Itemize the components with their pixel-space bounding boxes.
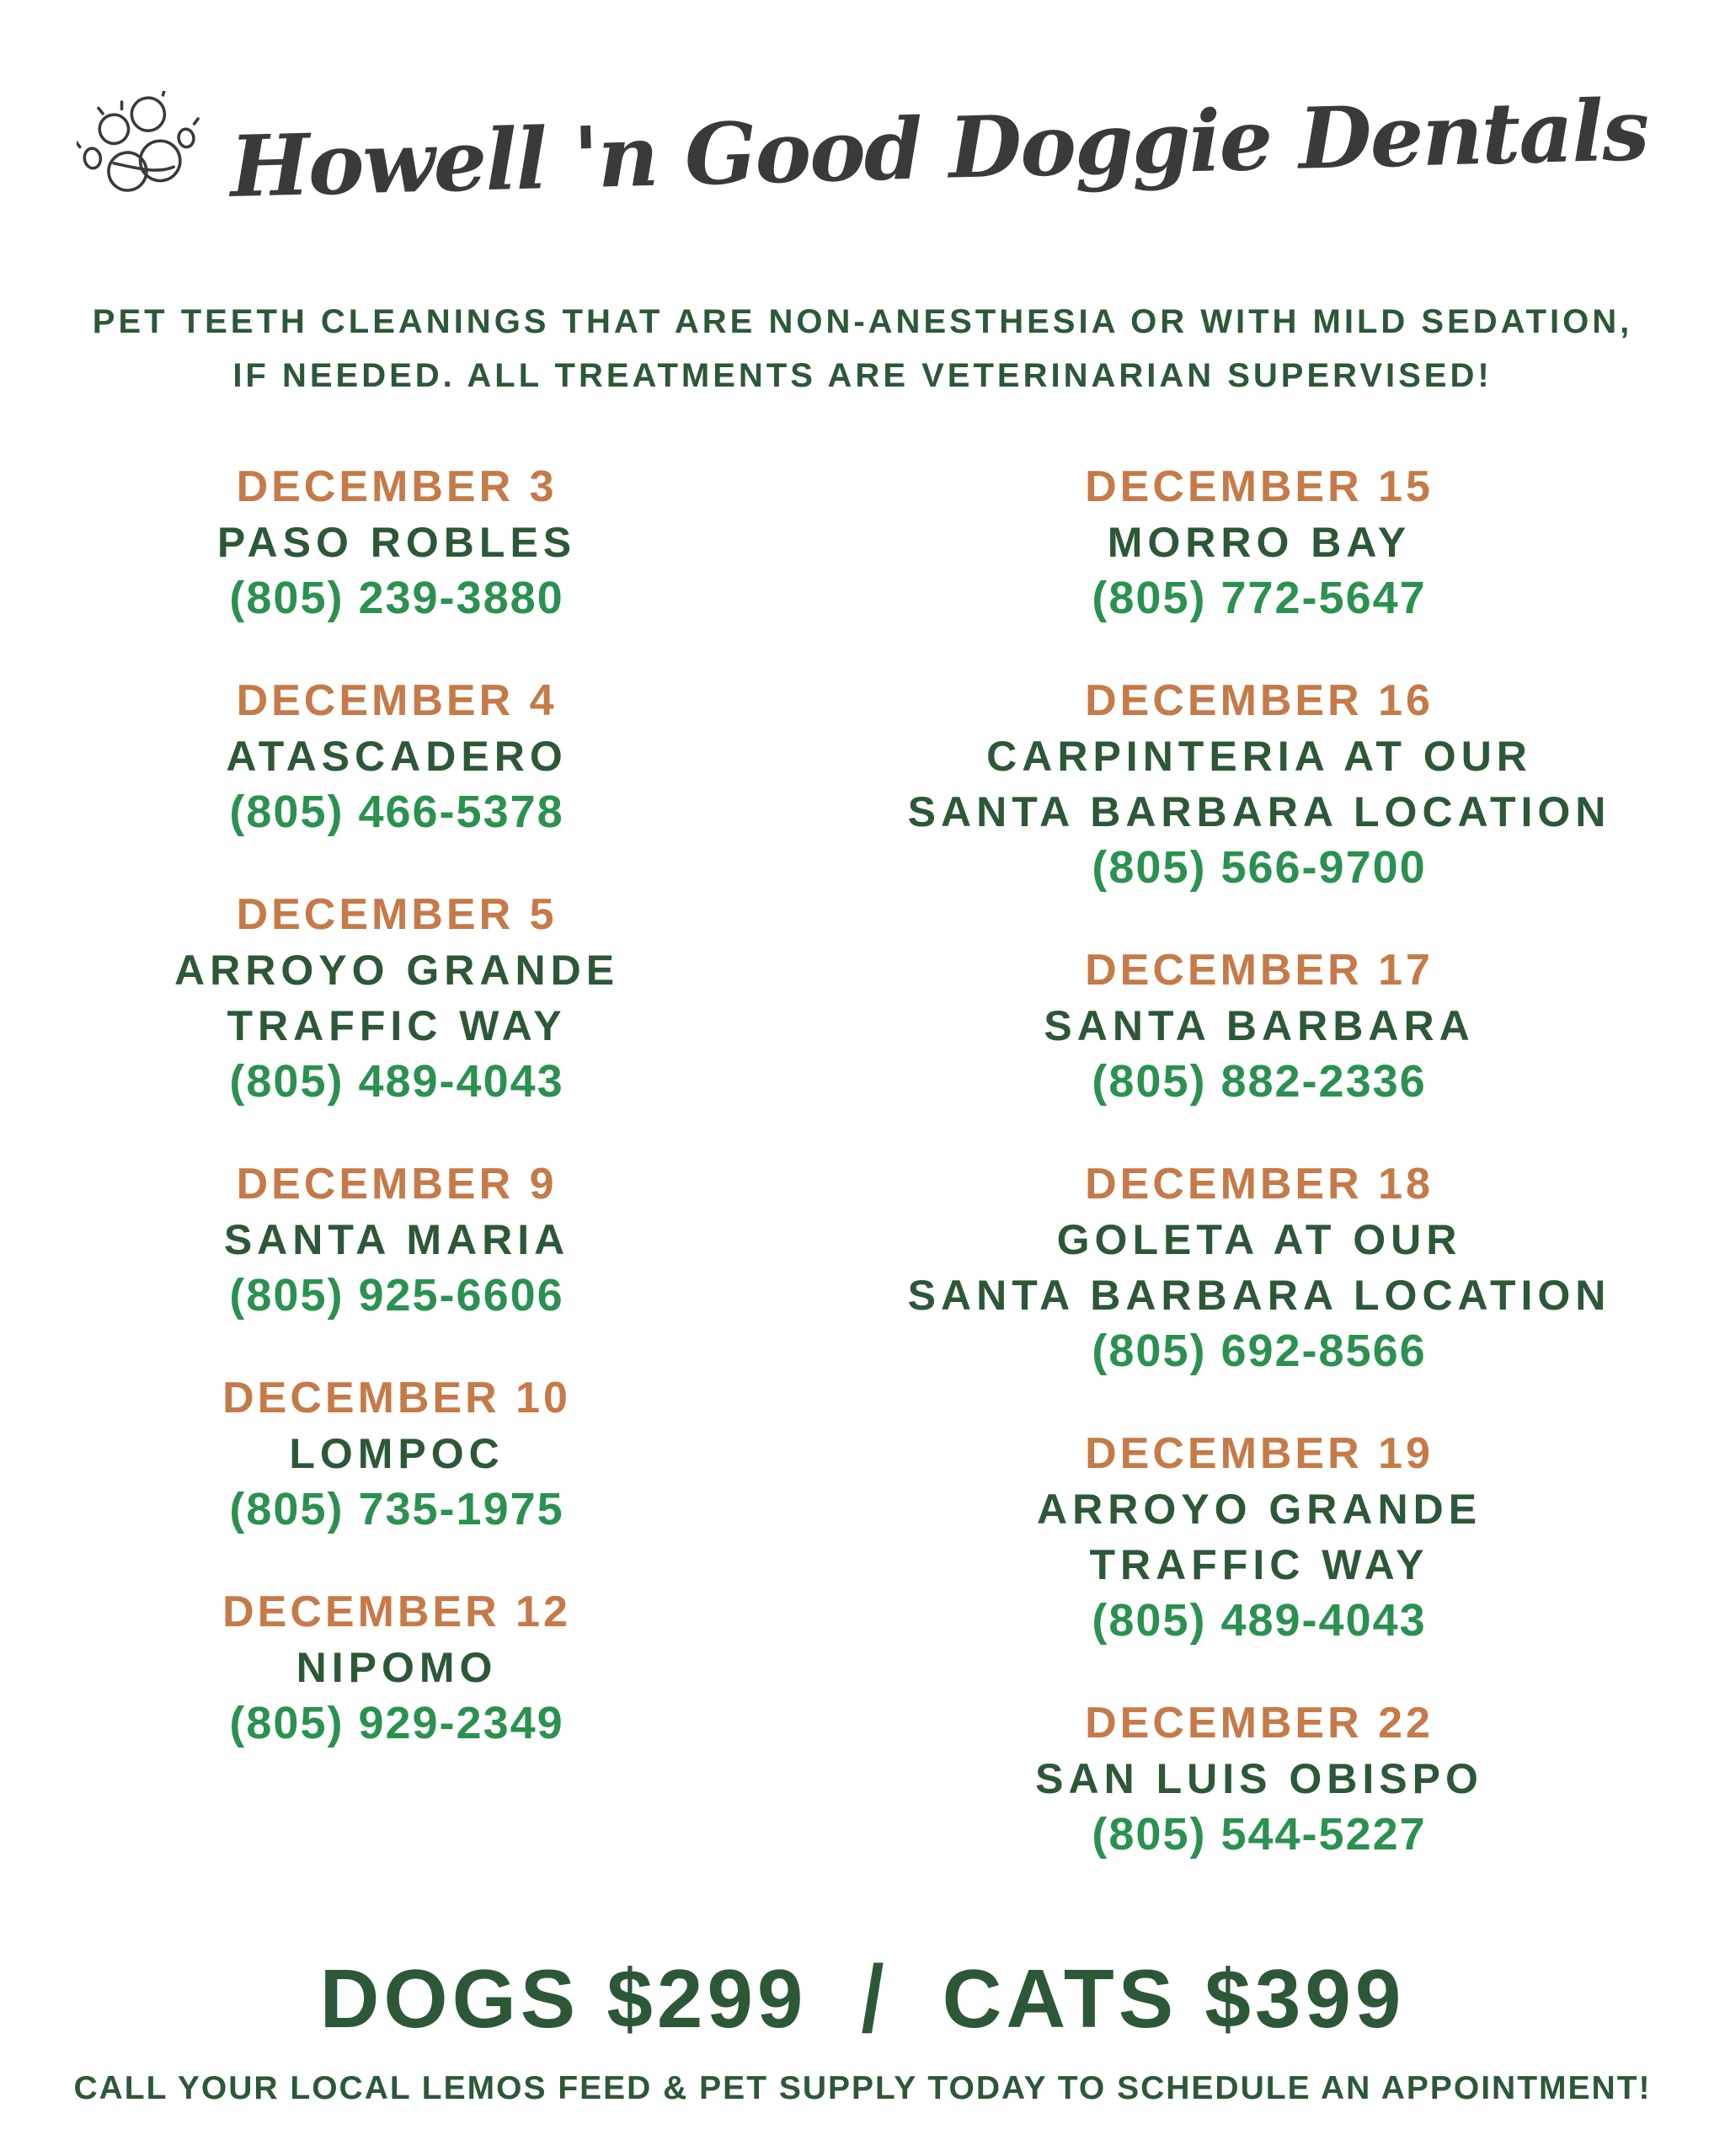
- schedule-column-left: [0, 459, 793, 1909]
- brand-script-text: Howell 'n Good Doggie Dentals: [229, 79, 1649, 216]
- entry-location: [0, 515, 793, 570]
- location-line: PASO ROBLES: [216, 519, 577, 566]
- entry-date-label: DECEMBER 5: [236, 890, 558, 939]
- price-separator: /: [861, 1945, 889, 2052]
- entry-location: [793, 728, 1725, 840]
- intro-line-1: PET TEETH CLEANINGS THAT ARE NON-ANESTHESIA OR WITH MILD SEDATION,: [92, 303, 1633, 340]
- entry-location: [793, 1212, 1725, 1323]
- entry-date-label: DECEMBER 9: [236, 1160, 558, 1209]
- location-line: TRAFFIC WAY: [1089, 1541, 1429, 1588]
- entry-date-label: DECEMBER 15: [1085, 462, 1434, 511]
- entry-date-label: DECEMBER 17: [1085, 946, 1434, 995]
- schedule-entry: [793, 942, 1725, 1109]
- entry-phone-number: (805) 239-3880: [229, 573, 564, 623]
- entry-phone-number: (805) 692-8566: [1092, 1326, 1427, 1376]
- schedule-column-right: [793, 459, 1725, 1909]
- entry-date-label: DECEMBER 12: [222, 1588, 571, 1636]
- schedule-entry: [0, 1156, 793, 1323]
- entry-phone-number: (805) 466-5378: [229, 787, 564, 837]
- dogs-price: DOGS $299: [319, 1952, 808, 2045]
- location-line: GOLETA AT OUR: [1056, 1216, 1462, 1263]
- entry-date-label: DECEMBER 19: [1085, 1429, 1434, 1478]
- entry-location: [0, 942, 793, 1054]
- location-line: SANTA BARBARA LOCATION: [907, 1272, 1611, 1319]
- entry-phone-number: (805) 489-4043: [1092, 1595, 1427, 1646]
- schedule-entry: [793, 1156, 1725, 1379]
- entry-location: [793, 998, 1725, 1054]
- entry-location: [793, 1481, 1725, 1593]
- location-line: TRAFFIC WAY: [227, 1002, 567, 1049]
- entry-location: [0, 1212, 793, 1267]
- entry-phone-number: (805) 882-2336: [1092, 1056, 1427, 1107]
- schedule-entry: [0, 1584, 793, 1751]
- pricing-line: [0, 1945, 1725, 2052]
- entry-location: [793, 515, 1725, 570]
- schedule-entry: [0, 1370, 793, 1537]
- schedule-entry: [793, 1426, 1725, 1648]
- entry-location: [0, 1640, 793, 1695]
- entry-phone-number: (805) 735-1975: [229, 1484, 564, 1534]
- entry-location: [0, 1426, 793, 1481]
- schedule: [0, 459, 1725, 1909]
- schedule-entry: [793, 673, 1725, 895]
- entry-phone-number: (805) 489-4043: [229, 1056, 564, 1107]
- location-line: NIPOMO: [296, 1644, 498, 1691]
- entry-date-label: DECEMBER 18: [1085, 1160, 1434, 1209]
- schedule-entry: [0, 459, 793, 626]
- entry-phone-number: (805) 772-5647: [1092, 573, 1427, 623]
- location-line: MORRO BAY: [1107, 519, 1412, 566]
- entry-location: [0, 728, 793, 784]
- location-line: SANTA BARBARA: [1044, 1002, 1475, 1049]
- header-logo: [0, 79, 1725, 216]
- location-line: ARROYO GRANDE: [174, 947, 620, 994]
- entry-phone-number: (805) 925-6606: [229, 1270, 564, 1321]
- location-line: SAN LUIS OBISPO: [1035, 1755, 1483, 1802]
- location-line: ARROYO GRANDE: [1037, 1486, 1482, 1533]
- schedule-entry: [793, 459, 1725, 626]
- call-to-action: CALL YOUR LOCAL LEMOS FEED & PET SUPPLY TODAY TO SCHEDULE AN APPOINTMENT!: [73, 2070, 1652, 2106]
- entry-location: [793, 1751, 1725, 1806]
- schedule-entry: [0, 887, 793, 1109]
- entry-date-label: DECEMBER 16: [1085, 676, 1434, 725]
- location-line: SANTA BARBARA LOCATION: [907, 788, 1611, 835]
- location-line: CARPINTERIA AT OUR: [986, 733, 1532, 780]
- location-line: ATASCADERO: [226, 733, 568, 780]
- schedule-entry: [793, 1695, 1725, 1862]
- intro-line-2: IF NEEDED. ALL TREATMENTS ARE VETERINARIAN SUPERVISED!: [232, 357, 1493, 394]
- entry-phone-number: (805) 544-5227: [1092, 1809, 1427, 1860]
- intro-text: [0, 295, 1725, 403]
- entry-date-label: DECEMBER 22: [1085, 1699, 1434, 1748]
- cats-price: CATS $399: [942, 1952, 1406, 2045]
- entry-date-label: DECEMBER 3: [236, 462, 558, 511]
- entry-date-label: DECEMBER 10: [222, 1374, 571, 1422]
- entry-phone-number: (805) 566-9700: [1092, 842, 1427, 893]
- entry-phone-number: (805) 929-2349: [229, 1698, 564, 1748]
- entry-date-label: DECEMBER 4: [236, 676, 558, 725]
- location-line: LOMPOC: [289, 1430, 505, 1477]
- location-line: SANTA MARIA: [223, 1216, 570, 1263]
- paw-print-icon: [77, 91, 201, 205]
- schedule-entry: [0, 673, 793, 840]
